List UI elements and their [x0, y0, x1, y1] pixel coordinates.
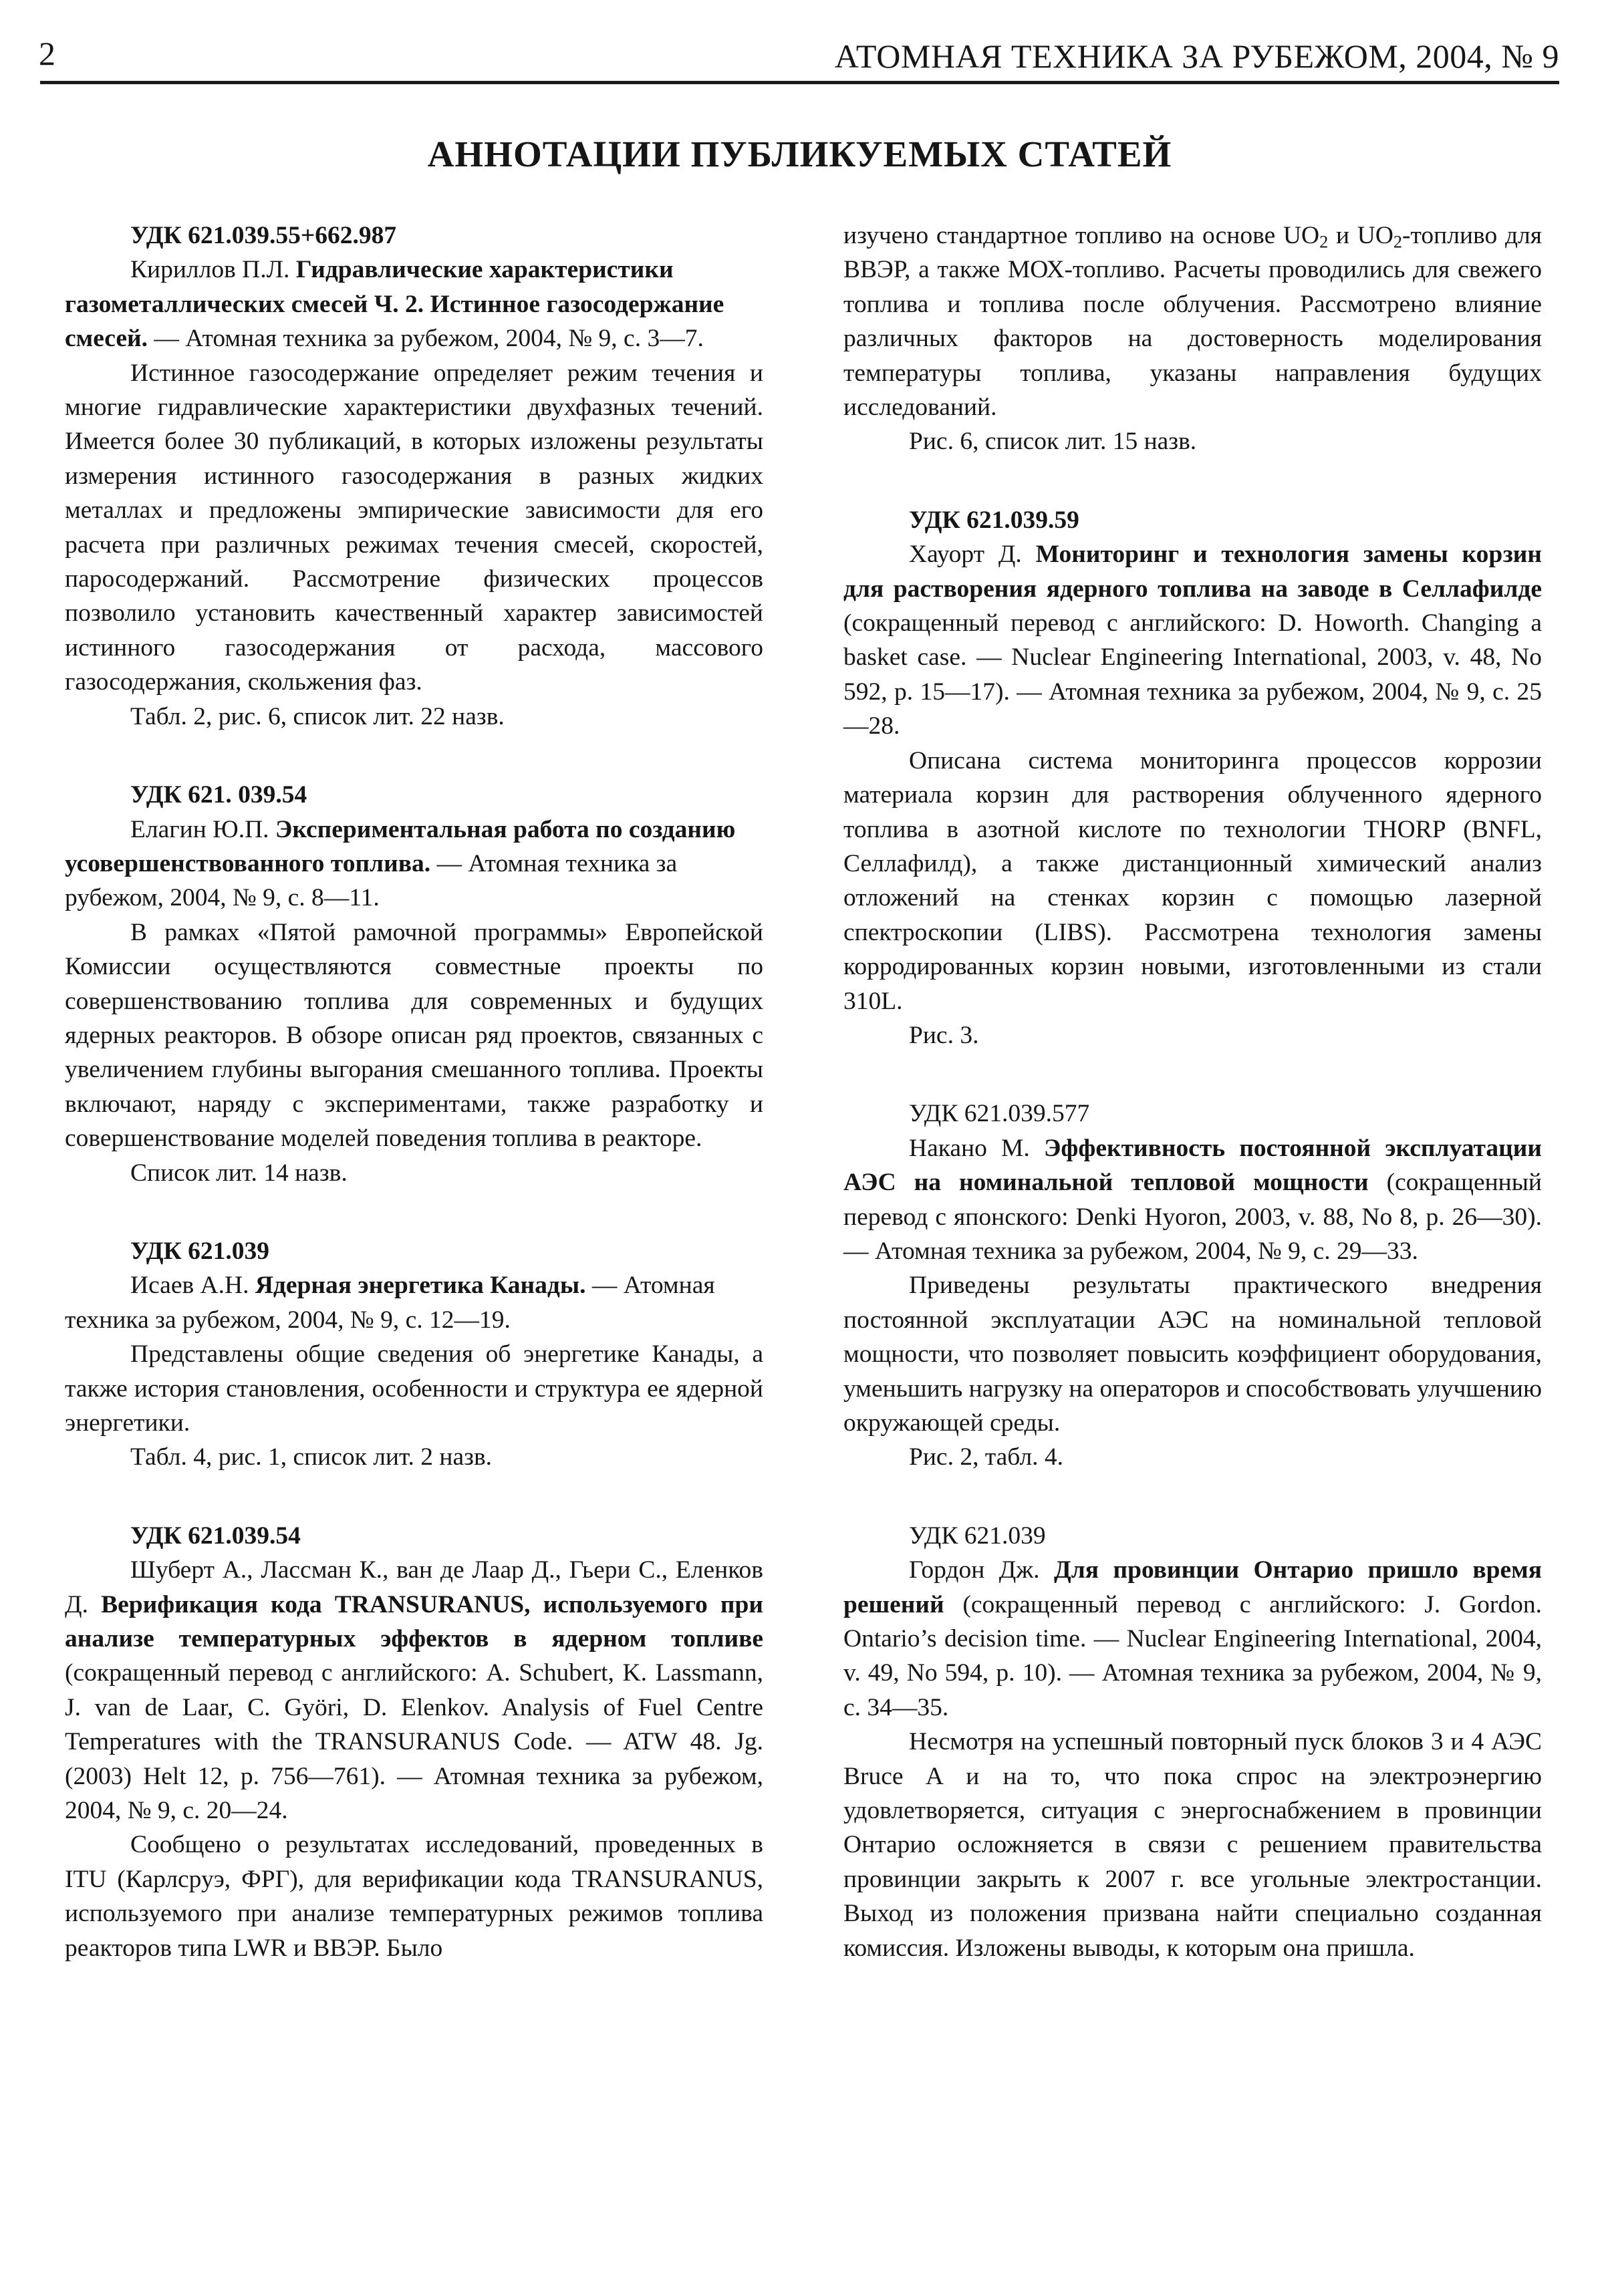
article-6	[843, 1097, 1542, 1474]
article-title: Ядерная энергетика Канады.	[255, 1272, 586, 1300]
article-source: — Атомная техника за рубежом, 2004, № 9, с. 3—7.	[154, 325, 704, 353]
subscript: 2	[1393, 232, 1403, 252]
article-citation	[65, 813, 763, 915]
udc-code: УДК 621.039	[909, 1522, 1046, 1550]
article-title: Гидравлические характеристики газометаллических смесей Ч. 2. Истинное газосодержание смесей.	[65, 256, 724, 353]
article-5	[843, 503, 1542, 1053]
article-title: Мониторинг и технология замены корзин для растворения ядерного топлива на заводе в Селлафилде	[843, 541, 1542, 603]
article-4	[65, 1519, 763, 1965]
article-authors: Гордон Дж.	[909, 1556, 1040, 1584]
article-authors: Шуберт А., Лассман К., ван де Лаар Д., Гьери С., Еленков Д.	[65, 1556, 763, 1618]
article-3	[65, 1234, 763, 1475]
article-citation	[843, 1131, 1542, 1269]
article-1	[65, 219, 763, 734]
article-citation	[65, 1553, 763, 1828]
article-citation	[65, 1268, 763, 1337]
udc-code: УДК 621. 039.54	[130, 781, 307, 809]
article-refs: Рис. 6, список лит. 15 назв.	[909, 428, 1197, 456]
left-column	[65, 219, 763, 1965]
page-title: АННОТАЦИИ ПУБЛИКУЕМЫХ СТАТЕЙ	[427, 134, 1172, 174]
article-citation	[843, 1553, 1542, 1725]
article-4-continued	[843, 219, 1542, 459]
article-authors: Елагин Ю.П.	[130, 815, 269, 843]
article-abstract: Истинное газосодержание определяет режим течения и многие гидравлические характеристики двухфазных течений. Имеется более 30 публикаций, в которых изложены результаты измерения истинного газосодержания в разных жидких металлах и предложены эмпирические зависимости для его расчета при различных режимах течения смесей, скоростей, паросодержаний. Рассмотрение физических процессов позволило установить качественный характер зависимостей истинного газосодержания от расхода, массового газосодержания, скольжения фаз.	[65, 359, 763, 696]
article-title: Экспериментальная работа по созданию усовершенствованного топлива.	[65, 815, 736, 877]
article-refs: Рис. 2, табл. 4.	[909, 1443, 1064, 1471]
article-abstract: Описана система мониторинга процессов коррозии материала корзин для растворения облученного ядерного топлива в азотной кислоте по технологии THORP (BNFL, Селлафилд), а также дистанционный химический анализ отложений на стенках корзин с помощью лазерной спектроскопии (LIBS). Рассмотрена технология замены корродированных корзин новыми, изготовленными из стали 310L.	[843, 746, 1542, 1015]
article-abstract: Сообщено о результатах исследований, проведенных в ITU (Карлсруэ, ФРГ), для верификации кода TRANSURANUS, используемого при анализе температурных режимов топлива реакторов типа LWR и ВВЭР. Было	[65, 1831, 763, 1962]
article-source: (сокращенный перевод с английского: A. Schubert, K. Lassmann, J. van de Laar, C. Györi, D. Elenkov. Analysis of Fuel Centre Temperatures with the TRANSURANUS Code. — ATW 48. Jg. (2003) Helt 12, p. 756—761). — Атомная техника за рубежом, 2004, № 9, с. 20—24.	[65, 1659, 763, 1825]
article-abstract: Приведены результаты практического внедрения постоянной эксплуатации АЭС на номинальной тепловой мощности, что позволяет повысить коэффициент оборудования, уменьшить нагрузку на операторов и способствовать улучшению окружающей среды.	[843, 1272, 1542, 1437]
article-source: (сокращенный перевод с японского: Denki Hyoron, 2003, v. 88, No 8, p. 26—30). — Атомная техника за рубежом, 2004, № 9, с. 29—33.	[843, 1169, 1542, 1265]
udc-code: УДК 621.039.55+662.987	[130, 222, 397, 249]
article-citation	[843, 537, 1542, 743]
article-refs: Список лит. 14 назв.	[130, 1159, 348, 1187]
article-authors: Кириллов П.Л.	[130, 256, 290, 284]
article-title: Для провинции Онтарио пришло время решений	[843, 1556, 1542, 1618]
right-column	[843, 219, 1542, 1965]
article-abstract-continued: изучено стандартное топливо на основе $UO_2$ и $UO_2$-топливо для ВВЭР, а также МОХ-топливо. Расчеты проводились для свежего топлива и топлива после облучения. Рассмотрено влияние различных факторов на достоверность моделирования температуры топлива, указаны направления будущих исследований.	[843, 222, 1542, 422]
udc-code: УДК 621.039.59	[909, 506, 1079, 534]
header-rule	[40, 81, 1559, 84]
article-title: Эффективность постоянной эксплуатации АЭС на номинальной тепловой мощности	[843, 1134, 1543, 1197]
article-abstract: Представлены общие сведения об энергетике Канады, а также история становления, особенности и структура ее ядерной энергетики.	[65, 1340, 763, 1437]
article-abstract: Несмотря на успешный повторный пуск блоков 3 и 4 АЭС Bruce A и на то, что пока спрос на электроэнергию удовлетворяется, ситуация с энергоснабжением в провинции Онтарио осложняется в связи с решением правительства провинции закрыть к 2007 г. все угольные электростанции. Выход из положения призвана найти специально созданная комиссия. Изложены выводы, к которым она пришла.	[843, 1728, 1542, 1962]
article-authors: Накано М.	[909, 1134, 1030, 1162]
article-source: (сокращенный перевод с английского: D. Howorth. Changing a basket case. — Nuclear Engineering International, 2003, v. 48, No 592, p. 15—17). — Атомная техника за рубежом, 2004, № 9, с. 25—28.	[843, 609, 1542, 740]
subscript: 2	[1319, 232, 1329, 252]
article-refs: Табл. 2, рис. 6, список лит. 22 назв.	[130, 702, 505, 730]
article-2	[65, 778, 763, 1190]
udc-code: УДК 621.039.577	[909, 1100, 1090, 1128]
article-title: Верификация кода TRANSURANUS, используемого при анализе температурных эффектов в ядерном топливе	[65, 1590, 763, 1653]
article-source: — Атомная техника за рубежом, 2004, № 9, с. 8—11.	[65, 849, 678, 912]
article-citation	[65, 253, 763, 355]
article-abstract: В рамках «Пятой рамочной программы» Европейской Комиссии осуществляются совместные проекты по совершенствованию топлива для современных и будущих ядерных реакторов. В обзоре описан ряд проектов, связанных с увеличением глубины выгорания смешанного топлива. Проекты включают, наряду с экспериментами, также разработку и совершенствование моделей поведения топлива в реакторе.	[65, 918, 763, 1153]
article-source: (сокращенный перевод с английского: J. Gordon. Ontario’s decision time. — Nuclear Engineering International, 2004, v. 49, No 594, p. 10). — Атомная техника за рубежом, 2004, № 9, с. 34—35.	[843, 1590, 1542, 1721]
article-7	[843, 1519, 1542, 1965]
article-authors: Исаев А.Н.	[130, 1272, 249, 1300]
udc-code: УДК 621.039	[130, 1237, 269, 1265]
running-title: АТОМНАЯ ТЕХНИКА ЗА РУБЕЖОМ, 2004, № 9	[834, 37, 1559, 75]
article-refs: Табл. 4, рис. 1, список лит. 2 назв.	[130, 1443, 493, 1471]
article-source: — Атомная техника за рубежом, 2004, № 9, с. 12—19.	[65, 1272, 715, 1334]
article-authors: Хауорт Д.	[909, 541, 1022, 569]
article-refs: Рис. 3.	[909, 1021, 979, 1049]
page-number: 2	[39, 35, 55, 72]
udc-code: УДК 621.039.54	[130, 1522, 301, 1550]
